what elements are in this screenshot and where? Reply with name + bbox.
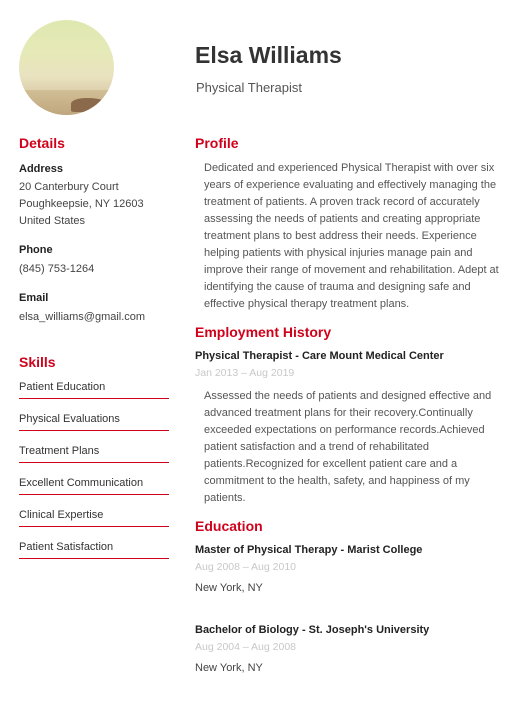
candidate-name: Elsa Williams [195,42,342,68]
address-block [19,179,171,230]
degree-location: New York, NY [195,662,263,674]
skill-item: Patient Satisfaction [19,541,169,559]
skill-item: Physical Evaluations [19,413,169,431]
degree-dates: Aug 2008 – Aug 2010 [195,561,297,573]
profile-photo [19,20,114,115]
details-heading: Details [19,135,65,151]
degree-dates: Aug 2004 – Aug 2008 [195,641,297,653]
job-dates: Jan 2013 – Aug 2019 [195,367,295,379]
address-line: Poughkeepsie, NY 12603 [19,198,144,210]
photo-rock [71,98,111,112]
job-title: Physical Therapist - Care Mount Medical Center [195,350,444,362]
address-line: 20 Canterbury Court [19,181,119,193]
degree-title: Master of Physical Therapy - Marist College [195,544,423,556]
skill-item: Treatment Plans [19,445,169,463]
degree-location: New York, NY [195,582,263,594]
skills-list [19,381,171,559]
phone-value: (845) 753-1264 [19,263,95,275]
employment-heading: Employment History [195,324,332,340]
education-heading: Education [195,518,263,534]
skill-item: Clinical Expertise [19,509,169,527]
address-label: Address [19,163,64,175]
right-column [195,135,510,674]
left-column [19,135,171,559]
profile-heading: Profile [195,135,239,151]
job-description: Assessed the needs of patients and designed effective and advanced treatment plans for their recovery.Continually exceeded expectations on performance records.Achieved patient satisfaction and a trend of rehabilitated patients.Recognized for excellent patient care and a commitment to the health, safety, and happiness of my patients. [204,390,492,504]
skill-item: Excellent Communication [19,477,169,495]
profile-summary: Dedicated and experienced Physical Therapist with over six years of experience evaluating and effectively managing the treatment of patients. A proven track record of accurately assessing the needs of patients and creating appropriate treatment plans to best address their needs. Experience helping patients with physical injuries manage pain and improve their range of movement and rehabilitation. Adept at identifying the cause of trauma and designing safe and effective physical therapy treatment plans. [204,162,499,310]
skill-item: Patient Education [19,381,169,399]
skills-heading: Skills [19,354,56,370]
email-value[interactable]: elsa_williams@gmail.com [19,311,146,323]
address-line: United States [19,215,86,227]
degree-title: Bachelor of Biology - St. Joseph's University [195,624,430,636]
candidate-title: Physical Therapist [196,80,302,95]
phone-label: Phone [19,244,53,256]
email-label: Email [19,292,49,304]
